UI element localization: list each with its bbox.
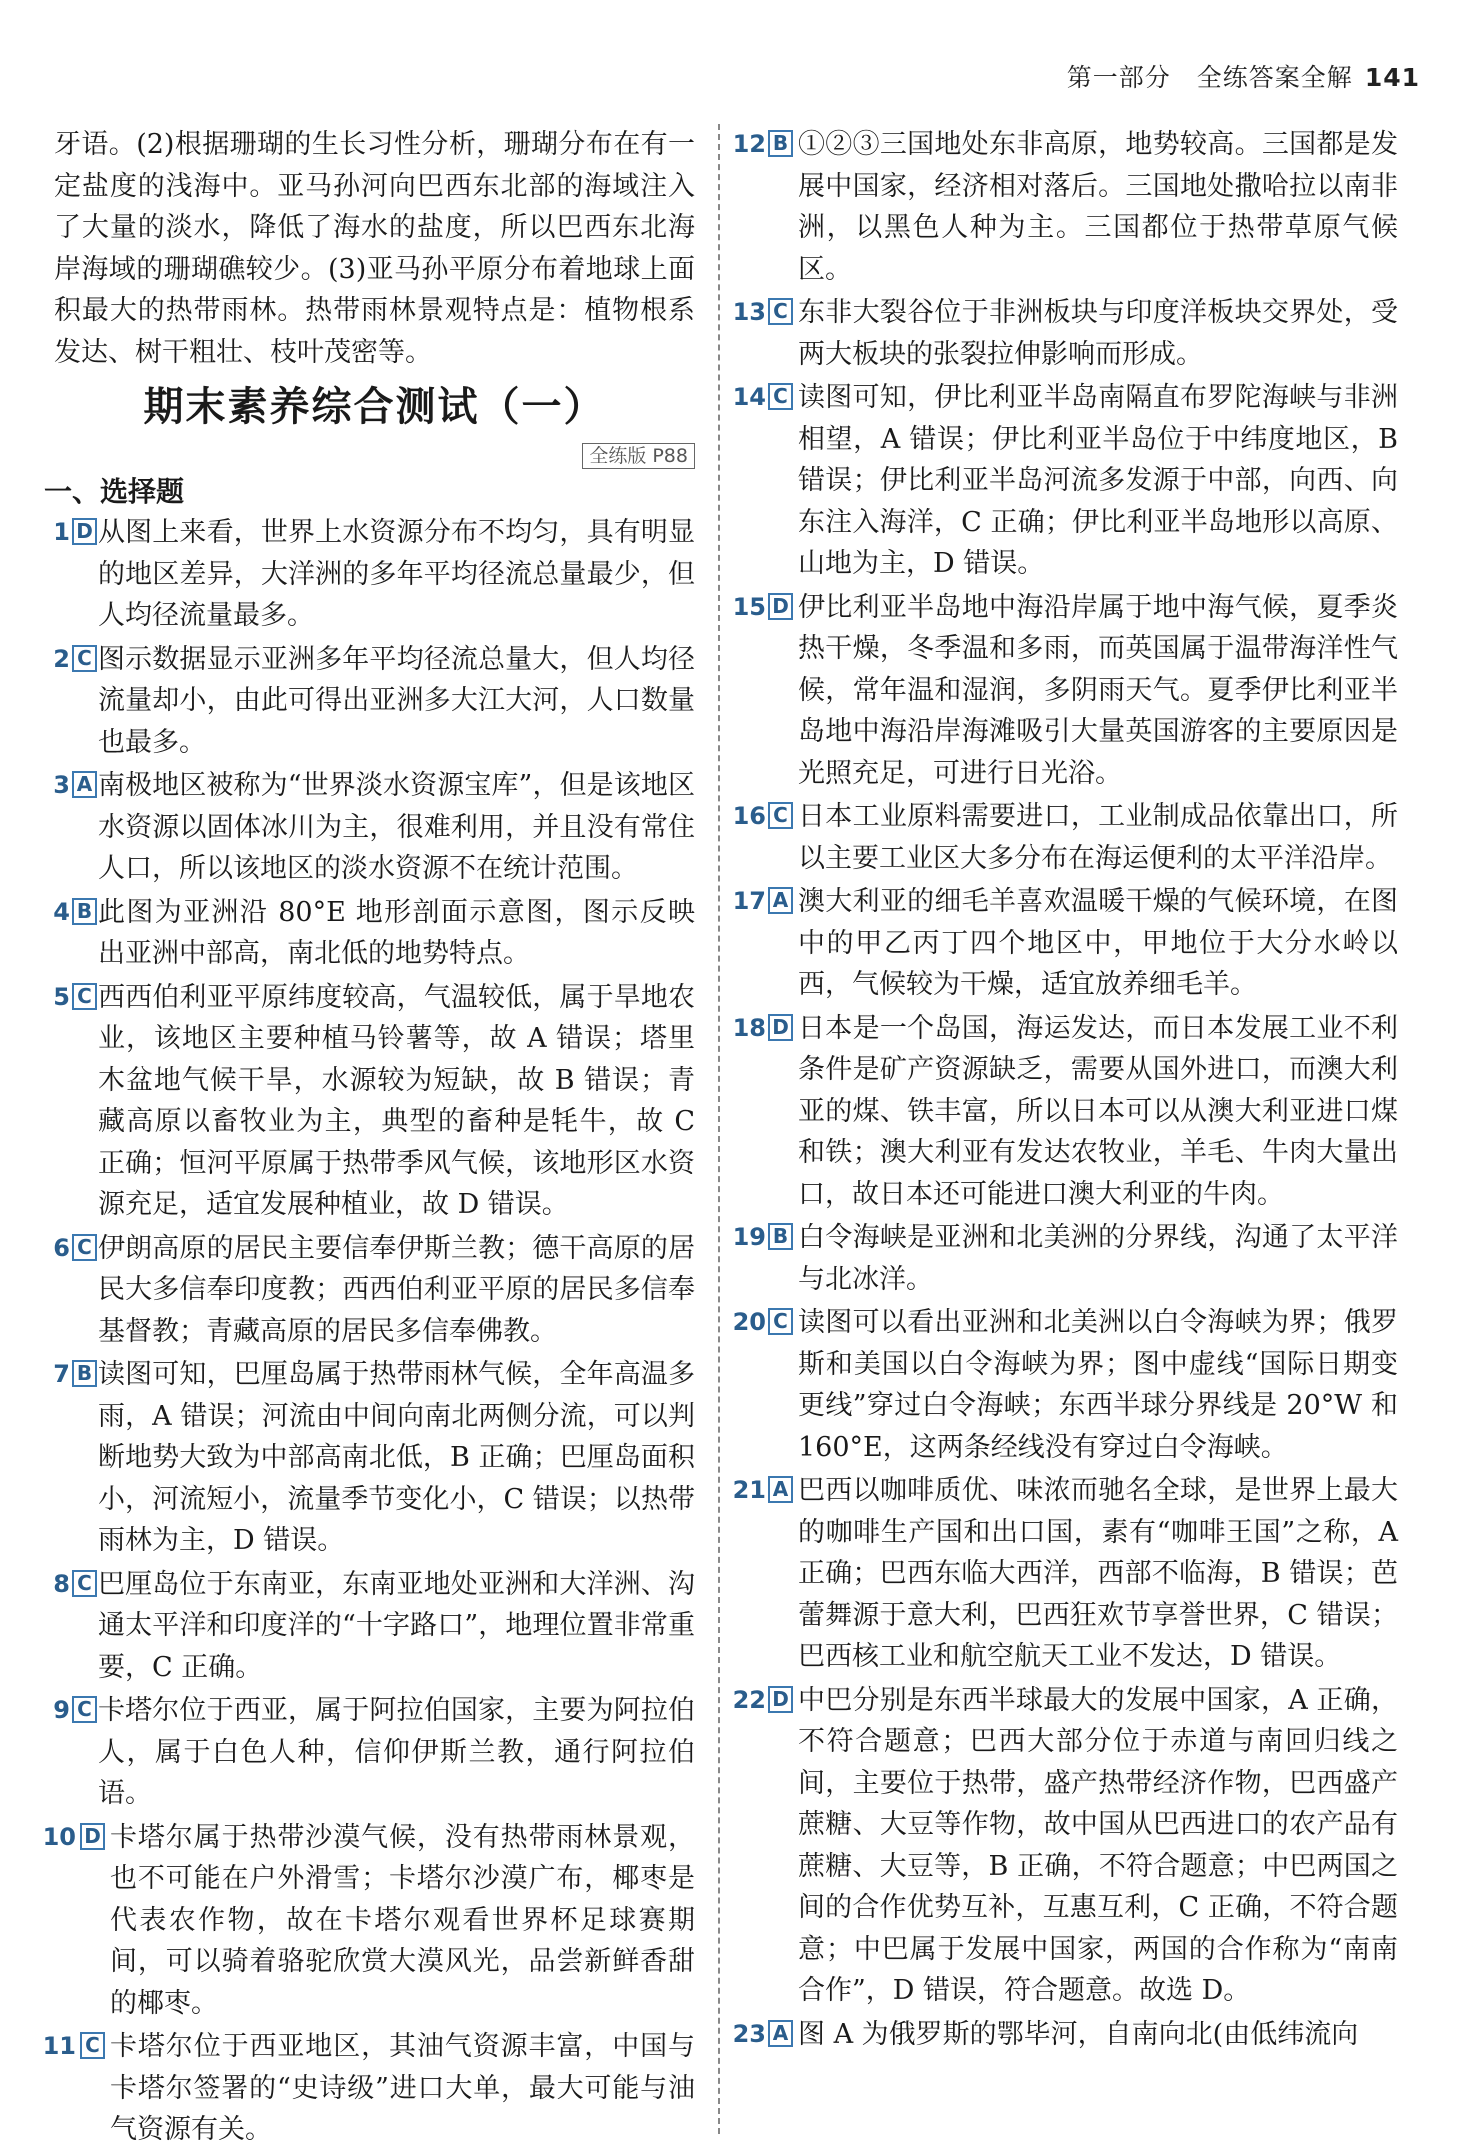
question-item [54,892,695,975]
answer-box: C [72,645,97,672]
question-number: 22 [732,1685,766,1714]
question-explanation: 图示数据显示亚洲多年平均径流总量大，但人均径流量却小，由此可得出亚洲多大江大河，人口数量也最多。 [98,643,695,758]
left-column [42,124,695,2153]
question-explanation: 日本工业原料需要进口，工业制成品依靠出口，所以主要工业区大多分布在海运便利的太平洋沿岸。 [798,801,1398,874]
answer-box: C [72,1570,97,1597]
question-number: 4 [53,897,70,926]
question-item [54,977,695,1226]
question-item [732,1302,1398,1468]
question-number: 13 [732,298,766,326]
answer-box: A [768,887,793,914]
question-item [54,1228,695,1353]
question-explanation: 此图为亚洲沿 80°E 地形剖面示意图，图示反映出亚洲中部高，南北低的地势特点。 [98,896,695,969]
question-item [42,1817,695,2025]
question-number: 7 [53,1360,70,1388]
answer-box: B [768,1223,793,1250]
page-number: 141 [1364,63,1420,92]
answer-box: D [80,1823,105,1850]
question-number: 12 [732,130,766,158]
answer-box: C [72,1696,97,1723]
question-item [732,1217,1398,1300]
question-explanation: 从图上来看，世界上水资源分布不均匀，具有明显的地区差异，大洋洲的多年平均径流总量最少，但人均径流量最多。 [98,517,695,631]
question-number: 20 [732,1308,766,1336]
question-number: 16 [732,802,766,830]
page-title: 期末素养综合测试（一） [143,384,606,430]
question-number: 19 [732,1223,766,1251]
question-explanation: 伊比利亚半岛地中海沿岸属于地中海气候，夏季炎热干燥，冬季温和多雨，而英国属于温带海洋性气候，常年温和湿润，多阴雨天气。夏季伊比利亚半岛地中海沿岸海滩吸引大量英国游客的主要原因是光照充足，可进行日光浴。 [798,591,1398,789]
question-explanation: 卡塔尔位于西亚，属于阿拉伯国家，主要为阿拉伯人，属于白色人种，信仰伊斯兰教，通行阿拉伯语。 [98,1695,695,1809]
column-divider [718,124,720,2134]
question-item [732,587,1398,795]
answer-box: D [72,518,97,545]
question-number: 14 [732,383,766,411]
answer-box: C [768,383,793,410]
question-explanation: 卡塔尔属于热带沙漠气候，没有热带雨林景观，也不可能在户外滑雪；卡塔尔沙漠广布，椰枣是代表农作物，故在卡塔尔观看世界杯足球赛期间，可以骑着骆驼欣赏大漠风光，品尝新鲜香甜的椰枣。 [110,1821,695,2019]
answer-box: C [768,298,793,325]
answer-box: C [72,1234,97,1261]
question-explanation: 读图可知，伊比利亚半岛南隔直布罗陀海峡与非洲相望，A 错误；伊比利亚半岛位于中纬度地区，B 错误；伊比利亚半岛河流多发源于中部，向西、向东注入海洋，C 正确；伊比利亚半岛地形以高原、山地为主，D 错误。 [798,382,1398,579]
question-number: 17 [732,887,766,915]
answer-box: D [768,1014,793,1041]
question-explanation: 白令海峡是亚洲和北美洲的分界线，沟通了太平洋与北冰洋。 [798,1222,1398,1295]
question-number: 18 [732,1013,766,1042]
answer-box: C [72,983,97,1010]
question-explanation: 日本是一个岛国，海运发达，而日本发展工业不利条件是矿产资源缺乏，需要从国外进口，而澳大利亚的煤、铁丰富，所以日本可以从澳大利亚进口煤和铁；澳大利亚有发达农牧业，羊毛、牛肉大量出口，故日本还可能进口澳大利亚的牛肉。 [798,1012,1398,1210]
question-number: 21 [732,1476,766,1504]
question-item [54,639,695,764]
answer-box: B [72,898,97,925]
question-item [54,512,695,637]
answer-box: C [768,802,793,829]
question-number: 9 [53,1696,70,1724]
question-number: 5 [53,982,70,1011]
question-item [732,1470,1398,1678]
question-explanation: 东非大裂谷位于非洲板块与印度洋板块交界处，受两大板块的张裂拉伸影响而形成。 [798,297,1398,370]
answer-box: B [72,1360,97,1387]
answer-box: A [768,2020,793,2047]
question-number: 10 [42,1822,76,1851]
question-item [732,124,1398,290]
question-explanation: 南极地区被称为“世界淡水资源宝库”，但是该地区水资源以固体冰川为主，很难利用，并且没有常住人口，所以该地区的淡水资源不在统计范围。 [98,770,695,884]
question-explanation: 图 A 为俄罗斯的鄂毕河，自南向北(由低纬流向 [798,2018,1359,2050]
question-explanation: 西西伯利亚平原纬度较高，气温较低，属于旱地农业，该地区主要种植马铃薯等，故 A 错误；塔里木盆地气候干旱，水源较为短缺，故 B 错误；青藏高原以畜牧业为主，典型的畜种是牦牛，故 C 正确；恒河平原属于热带季风气候，该地形区水资源充足，适宜发展种植业，故 D 错误。 [98,981,695,1220]
reference-tag: 全练版 P88 [582,443,695,469]
question-number: 6 [53,1233,70,1262]
question-item [54,1690,695,1815]
question-explanation: 澳大利亚的细毛羊喜欢温暖干燥的气候环境，在图中的甲乙丙丁四个地区中，甲地位于大分水岭以西，气候较为干燥，适宜放养细毛羊。 [798,886,1398,1000]
answer-box: B [768,130,793,157]
question-explanation: 读图可以看出亚洲和北美洲以白令海峡为界；俄罗斯和美国以白令海峡为界；图中虚线“国际日期变更线”穿过白令海峡；东西半球分界线是 20°W 和 160°E，这两条经线没有穿过白令海峡。 [798,1307,1398,1463]
question-explanation: 伊朗高原的居民主要信奉伊斯兰教；德干高原的居民大多信奉印度教；西西伯利亚平原的居民多信奉基督教；青藏高原的居民多信奉佛教。 [98,1232,695,1347]
page-header [1067,58,1420,94]
ref-wrap [54,433,695,469]
question-explanation: 中巴分别是东西半球最大的发展中国家，A 正确，不符合题意；巴西大部分位于赤道与南回归线之间，主要位于热带，盛产热带经济作物，巴西盛产蔗糖、大豆等作物，故中国从巴西进口的农产品有蔗糖、大豆等，B 正确，不符合题意；中巴两国之间的合作优势互补，互惠互利，C 正确，不符合题意；中巴属于发展中国家，两国的合作称为“南南合作”，D 错误，符合题意。故选 D。 [798,1684,1398,2006]
question-item [732,881,1398,1006]
answer-box: D [768,593,793,620]
question-number: 8 [53,1569,70,1598]
question-item [732,1680,1398,2012]
question-explanation: 读图可知，巴厘岛属于热带雨林气候，全年高温多雨，A 错误；河流由中间向南北两侧分流，可以判断地势大致为中部高南北低，B 正确；巴厘岛面积小，河流短小，流量季节变化小，C 错误；以热带雨林为主，D 错误。 [98,1359,695,1556]
header-section: 第一部分 全练答案全解 [1066,63,1353,92]
question-item [732,1008,1398,1216]
question-explanation: 卡塔尔位于西亚地区，其油气资源丰富，中国与卡塔尔签署的“史诗级”进口大单，最大可能与油气资源有关。 [110,2031,695,2145]
question-item [732,292,1398,375]
question-item [54,1564,695,1689]
question-explanation: 巴西以咖啡质优、味浓而驰名全球，是世界上最大的咖啡生产国和出口国，素有“咖啡王国”之称，A 正确；巴西东临大西洋，西部不临海，B 错误；芭蕾舞源于意大利，巴西狂欢节享誉世界，C 错误；巴西核工业和航空航天工业不发达，D 错误。 [798,1475,1398,1672]
intro-paragraph: 牙语。(2)根据珊瑚的生长习性分析，珊瑚分布在有一定盐度的浅海中。亚马孙河向巴西东北部的海域注入了大量的淡水，降低了海水的盐度，所以巴西东北海岸海域的珊瑚礁较少。(3)亚马孙平原分布着地球上面积最大的热带雨林。热带雨林景观特点是：植物根系发达、树干粗壮、枝叶茂密等。 [54,129,695,368]
right-question-list [732,124,1398,2055]
question-item [54,765,695,890]
question-item [42,2026,695,2151]
answer-box: C [80,2032,105,2059]
question-number: 1 [53,518,70,546]
question-number: 23 [732,2019,766,2048]
question-number: 11 [42,2032,76,2060]
question-number: 3 [53,771,70,799]
question-item [54,1354,695,1562]
question-explanation: ①②③三国地处东非高原，地势较高。三国都是发展中国家，经济相对落后。三国地处撒哈拉以南非洲，以黑色人种为主。三国都位于热带草原气候区。 [798,129,1398,285]
left-question-list [42,512,695,2151]
question-item [732,796,1398,879]
question-item [732,2014,1398,2056]
question-number: 15 [732,592,766,621]
answer-box: A [768,1476,793,1503]
answer-box: D [768,1686,793,1713]
right-column [732,124,1398,2057]
answer-box: C [768,1308,793,1335]
section-heading: 一、选择题 [44,474,185,508]
answer-box: A [72,771,97,798]
question-item [732,377,1398,585]
question-number: 2 [53,644,70,673]
question-explanation: 巴厘岛位于东南亚，东南亚地处亚洲和大洋洲、沟通太平洋和印度洋的“十字路口”，地理位置非常重要，C 正确。 [98,1568,695,1683]
